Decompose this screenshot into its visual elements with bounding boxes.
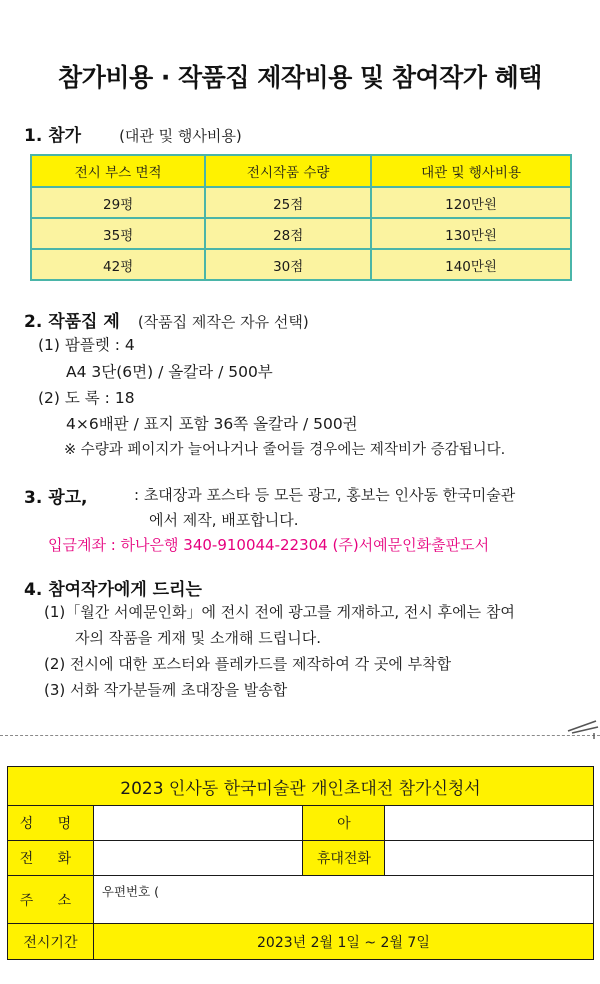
benefit-2: (2) 전시에 대한 포스터와 플레카드를 제작하여 각 곳에 부착합 [44, 655, 452, 673]
ho-field[interactable] [385, 806, 594, 841]
catalog-line: (2) 도 록 : 18 [38, 389, 135, 407]
fee-table-header [31, 155, 571, 187]
section1-title: 1. 참가 [24, 126, 82, 146]
pamphlet-spec: A4 3단(6면) / 올칼라 / 500부 [66, 363, 273, 381]
application-form [7, 766, 594, 960]
section2-title: 2. 작품집 제 [24, 312, 120, 332]
fee-header-cost: 대관 및 행사비용 [371, 155, 571, 187]
section4-heading: 4. 참여작가에게 드리는 [24, 580, 202, 600]
mobile-field[interactable] [385, 841, 594, 876]
name-label: 성 명 [8, 806, 94, 841]
ad-line-2: 에서 제작, 배포합니다. [149, 511, 299, 529]
table-row [31, 218, 571, 249]
table-row [31, 249, 571, 280]
section3-heading: 3. 광고, [24, 488, 88, 508]
period-value: 2023년 2월 1일 ~ 2월 7일 [93, 924, 593, 960]
ho-label: 아 [303, 806, 385, 841]
fee-cell-area: 35평 [31, 218, 205, 249]
fee-cell-count: 25점 [205, 187, 371, 218]
period-label: 전시기간 [8, 924, 94, 960]
form-title-row [8, 767, 594, 806]
ad-line-1: : 초대장과 포스타 등 모든 광고, 홍보는 인사동 한국미술관 [134, 486, 516, 504]
fee-cell-cost: 140만원 [371, 249, 571, 280]
fee-table [30, 154, 572, 281]
form-row-phone [8, 841, 594, 876]
phone-field[interactable] [93, 841, 303, 876]
page-title: 참가비용 · 작품집 제작비용 및 참여작가 혜택 [58, 63, 542, 92]
fee-header-area: 전시 부스 면적 [31, 155, 205, 187]
fee-cell-cost: 130만원 [371, 218, 571, 249]
cut-line [0, 735, 600, 736]
fee-cell-area: 42평 [31, 249, 205, 280]
form-title: 2023 인사동 한국미술관 개인초대전 참가신청서 [8, 767, 594, 806]
form-row-address [8, 876, 594, 924]
table-row [31, 187, 571, 218]
postal-code-label: 우편번호 ( [101, 884, 160, 899]
section1-note: (대관 및 행사비용) [119, 127, 242, 145]
catalog-spec: 4×6배판 / 표지 포함 36쪽 올칼라 / 500권 [66, 415, 358, 433]
benefit-1: (1)「월간 서예문인화」에 전시 전에 광고를 게재하고, 전시 후에는 참여 [44, 603, 515, 621]
name-field[interactable] [93, 806, 303, 841]
phone-label: 전 화 [8, 841, 94, 876]
benefit-3: (3) 서화 작가분들께 초대장을 발송합 [44, 681, 288, 699]
form-row-period [8, 924, 594, 960]
fee-header-count: 전시작품 수량 [205, 155, 371, 187]
scissors-icon [566, 717, 600, 739]
address-field[interactable] [93, 876, 593, 924]
section2-heading [24, 307, 309, 332]
address-label: 주 소 [8, 876, 94, 924]
section2-note: (작품집 제작은 자유 선택) [137, 313, 309, 331]
fee-cell-cost: 120만원 [371, 187, 571, 218]
form-row-name [8, 806, 594, 841]
cost-note: ※ 수량과 페이지가 늘어나거나 줄어들 경우에는 제작비가 증감됩니다. [64, 442, 506, 458]
fee-cell-count: 30점 [205, 249, 371, 280]
fee-cell-area: 29평 [31, 187, 205, 218]
benefit-1-cont: 자의 작품을 게재 및 소개해 드립니다. [75, 629, 321, 647]
section1-heading [24, 121, 242, 146]
mobile-label: 휴대전화 [303, 841, 385, 876]
fee-cell-count: 28점 [205, 218, 371, 249]
pamphlet-line: (1) 팜플렛 : 4 [38, 336, 135, 354]
bank-account: 입금계좌 : 하나은행 340-910044-22304 (주)서예문인화출판도서 [48, 536, 490, 554]
